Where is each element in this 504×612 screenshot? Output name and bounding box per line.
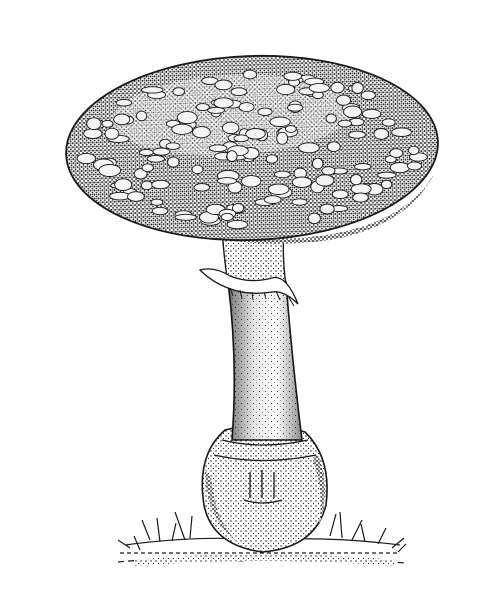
- cap-wart: [172, 124, 193, 134]
- cap-wart: [115, 179, 132, 191]
- cap-wart: [209, 145, 227, 152]
- cap-wart: [309, 83, 329, 92]
- cap-wart: [409, 146, 419, 154]
- cap-wart: [147, 155, 164, 162]
- cap-wart: [332, 190, 348, 199]
- cap-wart: [102, 120, 113, 127]
- cap-wart: [116, 99, 131, 106]
- cap-wart: [390, 149, 403, 158]
- cap-wart: [214, 98, 233, 108]
- cap-wart: [287, 104, 302, 111]
- cap-wart: [355, 164, 371, 170]
- cap-wart: [223, 122, 239, 133]
- cap-wart: [227, 151, 237, 162]
- cap-wart: [87, 118, 101, 130]
- cap-wart: [105, 128, 119, 139]
- cap-wart: [277, 84, 295, 94]
- cap-wart: [166, 143, 180, 150]
- cap-wart: [353, 193, 369, 202]
- cap-wart: [284, 72, 302, 80]
- cap-wart: [217, 178, 236, 185]
- cap-wart: [175, 214, 196, 220]
- cap-wart: [152, 207, 168, 214]
- cap-wart: [84, 129, 102, 139]
- cap-wart: [322, 167, 335, 175]
- cap-wart: [390, 163, 409, 173]
- cap-wart: [270, 117, 290, 126]
- cap-wart: [352, 83, 363, 94]
- cap-wart: [141, 181, 152, 190]
- cap-wart: [316, 175, 334, 186]
- cap-wart: [242, 176, 261, 187]
- cap-wart: [292, 177, 311, 187]
- cap-wart: [173, 88, 185, 96]
- cap-wart: [153, 148, 170, 155]
- cap-wart: [344, 106, 362, 118]
- cap-wart: [320, 204, 334, 214]
- cap-wart: [114, 114, 130, 125]
- cap-wart: [327, 142, 340, 152]
- cap-wart: [77, 153, 95, 163]
- cap-wart: [374, 129, 389, 140]
- cap-wart: [221, 213, 233, 220]
- cap-wart: [382, 119, 395, 126]
- cap-wart: [408, 162, 422, 170]
- cap-wart: [140, 149, 154, 155]
- cap-wart: [392, 128, 412, 137]
- cap-wart: [361, 91, 375, 100]
- cap-wart: [258, 108, 272, 115]
- cap-wart: [326, 114, 336, 123]
- cap-wart: [142, 87, 164, 93]
- cap-wart: [338, 120, 352, 127]
- cap-wart: [362, 109, 380, 118]
- cap-wart: [239, 103, 254, 112]
- cap-wart: [168, 157, 180, 167]
- cap-wart: [151, 199, 163, 205]
- cap-wart: [136, 111, 146, 121]
- cap-wart: [349, 131, 366, 138]
- stem-shading: [228, 282, 302, 440]
- cap-wart: [378, 172, 396, 178]
- cap-wart: [127, 192, 144, 202]
- cap-wart: [268, 184, 289, 194]
- cap-wart: [285, 126, 296, 133]
- cap-wart: [192, 165, 203, 174]
- cap-wart: [193, 127, 211, 138]
- cap-wart: [275, 171, 291, 178]
- cap-wart: [246, 129, 266, 140]
- cap-wart: [264, 196, 281, 204]
- cap-wart: [277, 132, 288, 144]
- cap-wart: [351, 174, 362, 184]
- cap-wart: [227, 220, 248, 228]
- cap-wart: [152, 180, 170, 188]
- cap-wart: [231, 88, 247, 96]
- cap-wart: [243, 70, 256, 79]
- cap-wart: [337, 95, 351, 105]
- cap-wart: [312, 158, 323, 169]
- cap-wart: [215, 80, 232, 90]
- cap-wart: [308, 213, 320, 224]
- ground-shadow: [135, 554, 395, 566]
- cap-wart: [266, 155, 277, 163]
- cap-wart: [292, 199, 307, 205]
- cap-wart: [208, 107, 225, 113]
- cap-wart: [331, 82, 344, 93]
- cap-wart: [177, 112, 197, 124]
- cap-wart: [142, 164, 153, 172]
- cap-wart: [299, 143, 320, 153]
- cap-wart: [99, 165, 121, 177]
- cap-wart: [194, 184, 210, 192]
